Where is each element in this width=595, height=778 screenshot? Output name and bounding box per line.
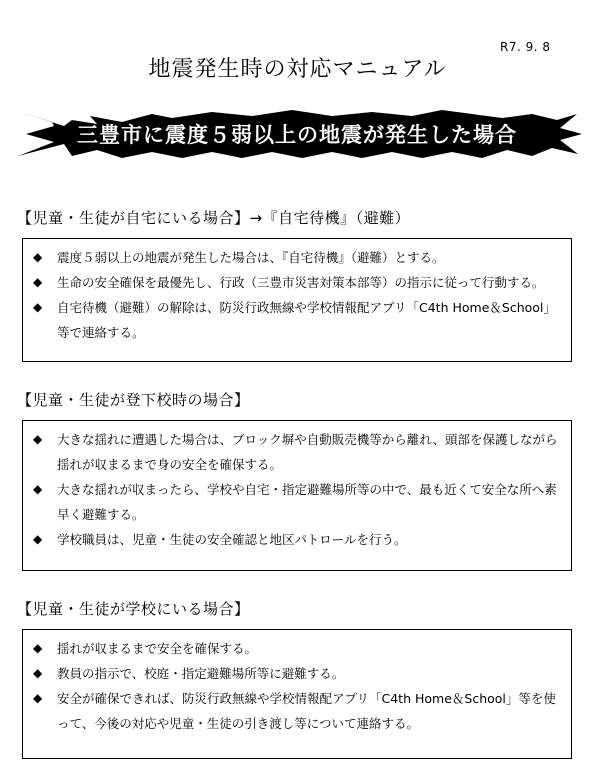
banner-text: 三豊市に震度５弱以上の地震が発生した場合 [77,123,517,147]
list-item: ◆ 生命の安全確保を最優先し、行政（三豊市災害対策本部等）の指示に従って行動する。 [33,270,561,295]
list-item: ◆ 自宅待機（避難）の解除は、防災行政無線や学校情報配アプリ「C4th Home＆School」等で連絡する。 [33,295,561,345]
section-title-school: 【児童・生徒が学校にいる場合】 [17,600,250,618]
section-title-commute: 【児童・生徒が登下校時の場合】 [17,391,250,409]
list-item: ◆ 震度５弱以上の地震が発生した場合は、『自宅待機』（避難）とする。 [33,245,561,270]
list-item: ◆ 安全が確保できれば、防災行政無線や学校情報配アプリ「C4th Home＆School」等を使って、今後の対応や児童・生徒の引き渡し等について連絡する。 [33,686,561,736]
section-box-school [22,629,572,759]
document-date: R7. 9. 8 [500,40,551,54]
diamond-bullet-icon: ◆ [33,250,43,264]
diamond-bullet-icon: ◆ [33,666,43,680]
list-item: ◆ 揺れが収まるまで安全を確保する。 [33,636,561,661]
document-title: 地震発生時の対応マニュアル [148,57,447,82]
diamond-bullet-icon: ◆ [33,275,43,289]
list-item: ◆ 大きな揺れが収まったら、学校や自宅・指定避難場所等の中で、最も近くて安全な所へ素早く避難する。 [33,477,561,527]
section-box-home [22,238,572,362]
diamond-bullet-icon: ◆ [33,432,43,446]
section-box-commute [22,420,572,571]
section-title-home: 【児童・生徒が自宅にいる場合】→『自宅待機』（避難） [17,209,411,227]
diamond-bullet-icon: ◆ [33,300,43,314]
list-item: ◆ 大きな揺れに遭遇した場合は、ブロック塀や自動販売機等から離れ、頭部を保護しながら揺れが収まるまで身の安全を確保する。 [33,427,561,477]
diamond-bullet-icon: ◆ [33,482,43,496]
diamond-bullet-icon: ◆ [33,641,43,655]
diamond-bullet-icon: ◆ [33,691,43,705]
list-item: ◆ 教員の指示で、校庭・指定避難場所等に避難する。 [33,661,561,686]
list-item: ◆ 学校職員は、児童・生徒の安全確認と地区パトロールを行う。 [33,527,561,552]
diamond-bullet-icon: ◆ [33,532,43,546]
banner [12,104,582,164]
